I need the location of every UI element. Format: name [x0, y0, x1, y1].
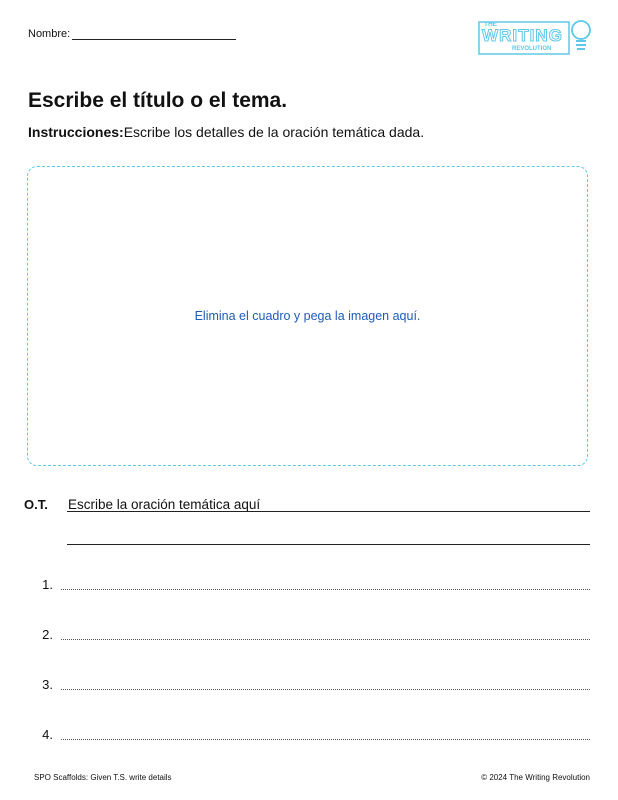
name-field[interactable]	[28, 28, 236, 40]
instructions	[28, 124, 424, 140]
lightbulb-icon	[572, 21, 590, 50]
topic-sentence-line-1[interactable]	[67, 511, 590, 512]
topic-sentence-field[interactable]: Escribe la oración temática aquí	[68, 497, 261, 512]
detail-number-1: 1.	[42, 577, 53, 592]
detail-line-4[interactable]	[61, 739, 590, 740]
instructions-text: Escribe los detalles de la oración temática dada.	[123, 124, 425, 140]
instructions-label: Instrucciones:	[28, 124, 124, 140]
logo-line1: THE	[484, 21, 497, 28]
image-placeholder-text: Elimina el cuadro y pega la imagen aquí.	[194, 309, 421, 323]
image-placeholder-box[interactable]	[27, 166, 588, 466]
detail-number-4: 4.	[42, 727, 53, 742]
detail-line-2[interactable]	[61, 639, 590, 640]
name-input-line[interactable]	[72, 28, 236, 40]
detail-number-2: 2.	[42, 627, 53, 642]
detail-line-1[interactable]	[61, 589, 590, 590]
logo-graphic	[478, 16, 594, 56]
detail-number-3: 3.	[42, 677, 53, 692]
detail-line-3[interactable]	[61, 689, 590, 690]
page-title: Escribe el título o el tema.	[28, 89, 288, 112]
footer-left-text: SPO Scaffolds: Given T.S. write details	[34, 773, 172, 782]
topic-sentence-label: O.T.	[24, 497, 48, 512]
logo-line3: REVOLUTION	[512, 46, 552, 52]
writing-revolution-logo	[478, 16, 594, 56]
logo-line2: WRITING	[482, 26, 562, 45]
topic-sentence-line-2[interactable]	[67, 544, 590, 545]
name-label: Nombre:	[28, 28, 71, 40]
footer-right-text: © 2024 The Writing Revolution	[481, 773, 590, 782]
